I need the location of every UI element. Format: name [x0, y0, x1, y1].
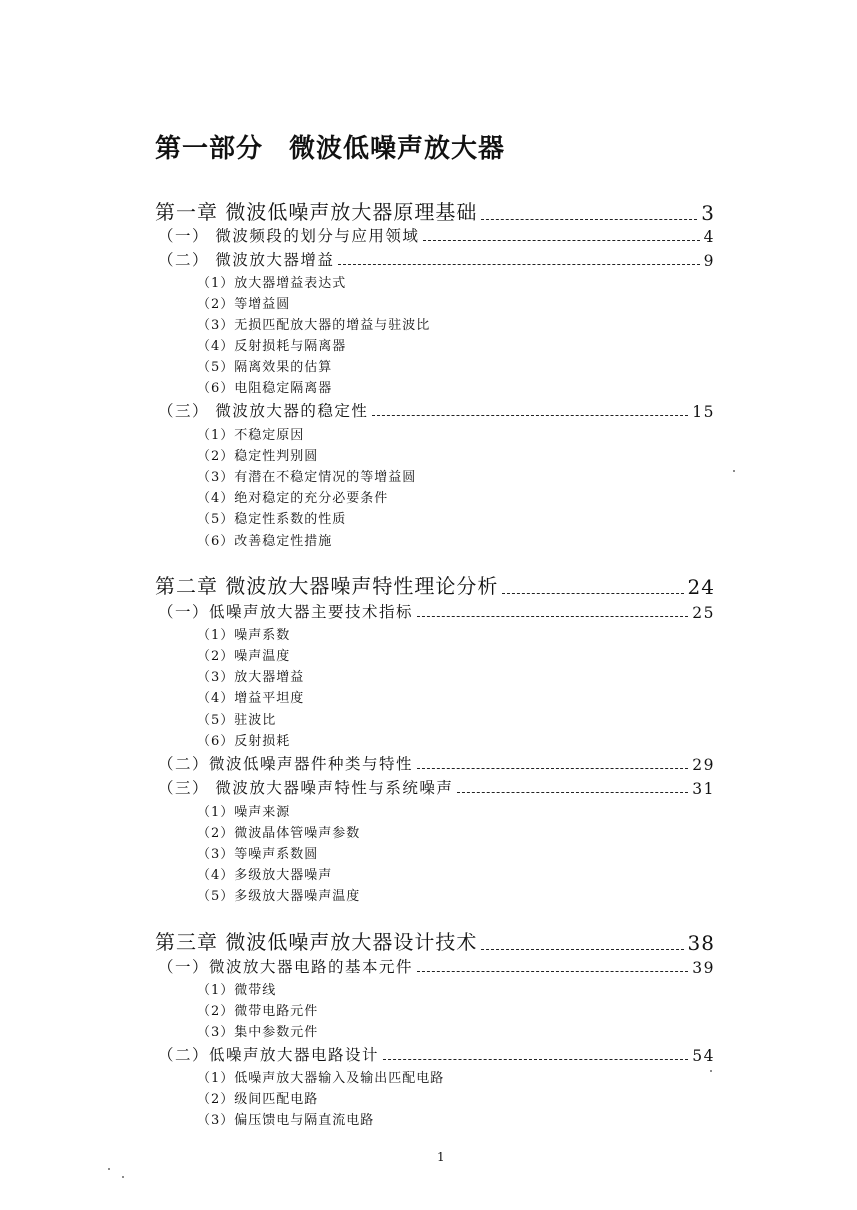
toc-subsection[interactable]: （1）低噪声放大器输入及输出匹配电路 [197, 1071, 445, 1086]
page-number: 3 [701, 201, 715, 225]
toc-subsection[interactable]: （4）多级放大器噪声 [197, 868, 333, 883]
toc-section[interactable] [158, 224, 715, 246]
dot-leader [338, 264, 699, 265]
toc-subsection[interactable]: （2）级间匹配电路 [197, 1092, 319, 1107]
toc-subsection[interactable]: （3）偏压馈电与隔直流电路 [197, 1113, 375, 1128]
toc-chapter-1[interactable] [155, 196, 715, 225]
part-label: 第一部分 [155, 134, 264, 164]
toc-subsection[interactable]: （6）反射损耗 [197, 734, 291, 749]
dot-leader [481, 219, 697, 220]
section-title: （一）低噪声放大器主要技术指标 [158, 603, 414, 621]
page-number: 24 [687, 575, 715, 599]
toc-subsection[interactable]: （3）集中参数元件 [197, 1025, 319, 1040]
section-title: （二）低噪声放大器电路设计 [158, 1046, 380, 1064]
toc-subsection[interactable]: （4）增益平坦度 [197, 691, 305, 706]
section-title: （三） 微波放大器噪声特性与系统噪声 [158, 779, 454, 797]
scan-speck [733, 470, 735, 472]
page-number: 29 [692, 756, 715, 774]
page-number: 31 [692, 780, 715, 798]
dot-leader [372, 415, 688, 416]
toc-chapter-2[interactable] [155, 570, 715, 599]
dot-leader [417, 971, 688, 972]
page-footer-number: 1 [437, 1150, 445, 1164]
toc-subsection[interactable]: （2）等增益圆 [197, 297, 291, 312]
toc-subsection[interactable]: （3）有潜在不稳定情况的等增益圆 [197, 470, 417, 485]
toc-section[interactable] [158, 600, 715, 622]
dot-leader [383, 1059, 688, 1060]
toc-subsection[interactable]: （3）等噪声系数圆 [197, 847, 319, 862]
page-number: 25 [692, 604, 715, 622]
dot-leader [502, 593, 683, 594]
toc-section[interactable] [158, 776, 715, 798]
section-title: （二）微波低噪声器件种类与特性 [158, 755, 414, 773]
section-title: （二） 微波放大器增益 [158, 251, 335, 269]
chapter-title: 第二章 微波放大器噪声特性理论分析 [155, 574, 499, 598]
toc-section[interactable] [158, 1043, 715, 1065]
table-of-contents [155, 0, 715, 1210]
chapter-title: 第三章 微波低噪声放大器设计技术 [155, 930, 478, 954]
section-title: （一） 微波频段的划分与应用领域 [158, 227, 420, 245]
toc-section[interactable] [158, 955, 715, 977]
toc-subsection[interactable]: （6）改善稳定性措施 [197, 534, 333, 549]
section-title: （一）微波放大器电路的基本元件 [158, 958, 414, 976]
toc-subsection[interactable]: （5）多级放大器噪声温度 [197, 889, 361, 904]
toc-section[interactable] [158, 752, 715, 774]
page-number: 15 [692, 403, 715, 421]
page-number: 9 [703, 252, 715, 270]
toc-subsection[interactable]: （5）驻波比 [197, 713, 277, 728]
page-number: 54 [692, 1047, 715, 1065]
toc-subsection[interactable]: （2）稳定性判别圆 [197, 449, 319, 464]
toc-subsection[interactable]: （5）稳定性系数的性质 [197, 512, 347, 527]
dot-leader [417, 616, 688, 617]
toc-subsection[interactable]: （6）电阻稳定隔离器 [197, 381, 333, 396]
toc-section[interactable] [158, 248, 715, 270]
toc-subsection[interactable]: （4）绝对稳定的充分必要条件 [197, 491, 389, 506]
toc-section[interactable] [158, 399, 715, 421]
toc-subsection[interactable]: （1）噪声来源 [197, 805, 291, 820]
toc-subsection[interactable]: （1）不稳定原因 [197, 428, 305, 443]
toc-subsection[interactable]: （1）微带线 [197, 983, 277, 998]
section-title: （三） 微波放大器的稳定性 [158, 402, 369, 420]
chapter-title: 第一章 微波低噪声放大器原理基础 [155, 200, 478, 224]
part-name: 微波低噪声放大器 [289, 134, 506, 164]
scan-speck [108, 1168, 110, 1170]
dot-leader [423, 240, 699, 241]
toc-subsection[interactable]: （5）隔离效果的估算 [197, 360, 333, 375]
dot-leader [457, 792, 688, 793]
toc-subsection[interactable]: （4）反射损耗与隔离器 [197, 339, 347, 354]
toc-chapter-3[interactable] [155, 926, 715, 955]
toc-subsection[interactable]: （2）微波晶体管噪声参数 [197, 826, 361, 841]
scan-speck [122, 1176, 124, 1178]
dot-leader [481, 949, 683, 950]
toc-subsection[interactable]: （1）噪声系数 [197, 628, 291, 643]
toc-subsection[interactable]: （1）放大器增益表达式 [197, 276, 347, 291]
page-number: 39 [692, 959, 715, 977]
dot-leader [417, 768, 688, 769]
toc-subsection[interactable]: （2）噪声温度 [197, 649, 291, 664]
toc-subsection[interactable]: （3）无损匹配放大器的增益与驻波比 [197, 318, 431, 333]
toc-subsection[interactable]: （3）放大器增益 [197, 670, 305, 685]
toc-subsection[interactable]: （2）微带电路元件 [197, 1004, 319, 1019]
page-number: 38 [687, 931, 715, 955]
page-number: 4 [703, 228, 715, 246]
scan-speck [710, 1070, 712, 1072]
